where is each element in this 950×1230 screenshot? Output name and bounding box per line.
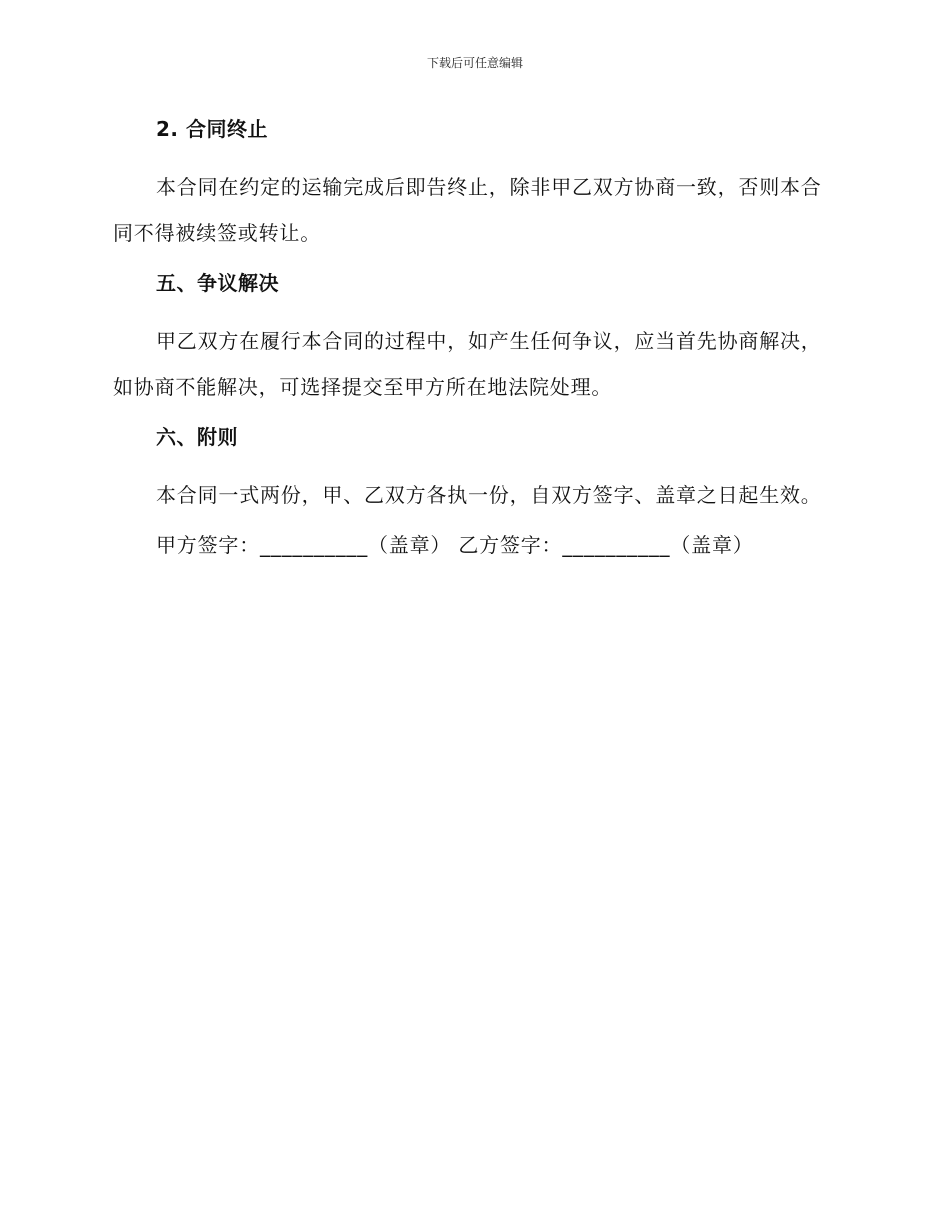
section-supplementary	[113, 418, 831, 526]
section-paragraph: 本合同一式两份，甲、乙双方各执一份，自双方签字、盖章之日起生效。	[156, 483, 822, 507]
document-body	[113, 110, 831, 564]
section-heading: 2. 合同终止	[156, 117, 268, 141]
section-paragraph: 本合同在约定的运输完成后即告终止，除非甲乙双方协商一致，否则本合同不得被续签或转让。	[113, 175, 822, 245]
header-note: 下载后可任意编辑	[426, 56, 523, 70]
section-heading: 五、争议解决	[156, 271, 279, 295]
section-paragraph: 甲乙双方在履行本合同的过程中，如产生任何争议，应当首先协商解决，如协商不能解决，可选择提交至甲方所在地法院处理。	[113, 329, 822, 399]
signature-line: 甲方签字：__________（盖章） 乙方签字：__________（盖章）	[156, 533, 754, 557]
section-heading: 六、附则	[156, 425, 238, 449]
section-contract-termination	[113, 110, 831, 264]
section-dispute-resolution	[113, 264, 831, 418]
